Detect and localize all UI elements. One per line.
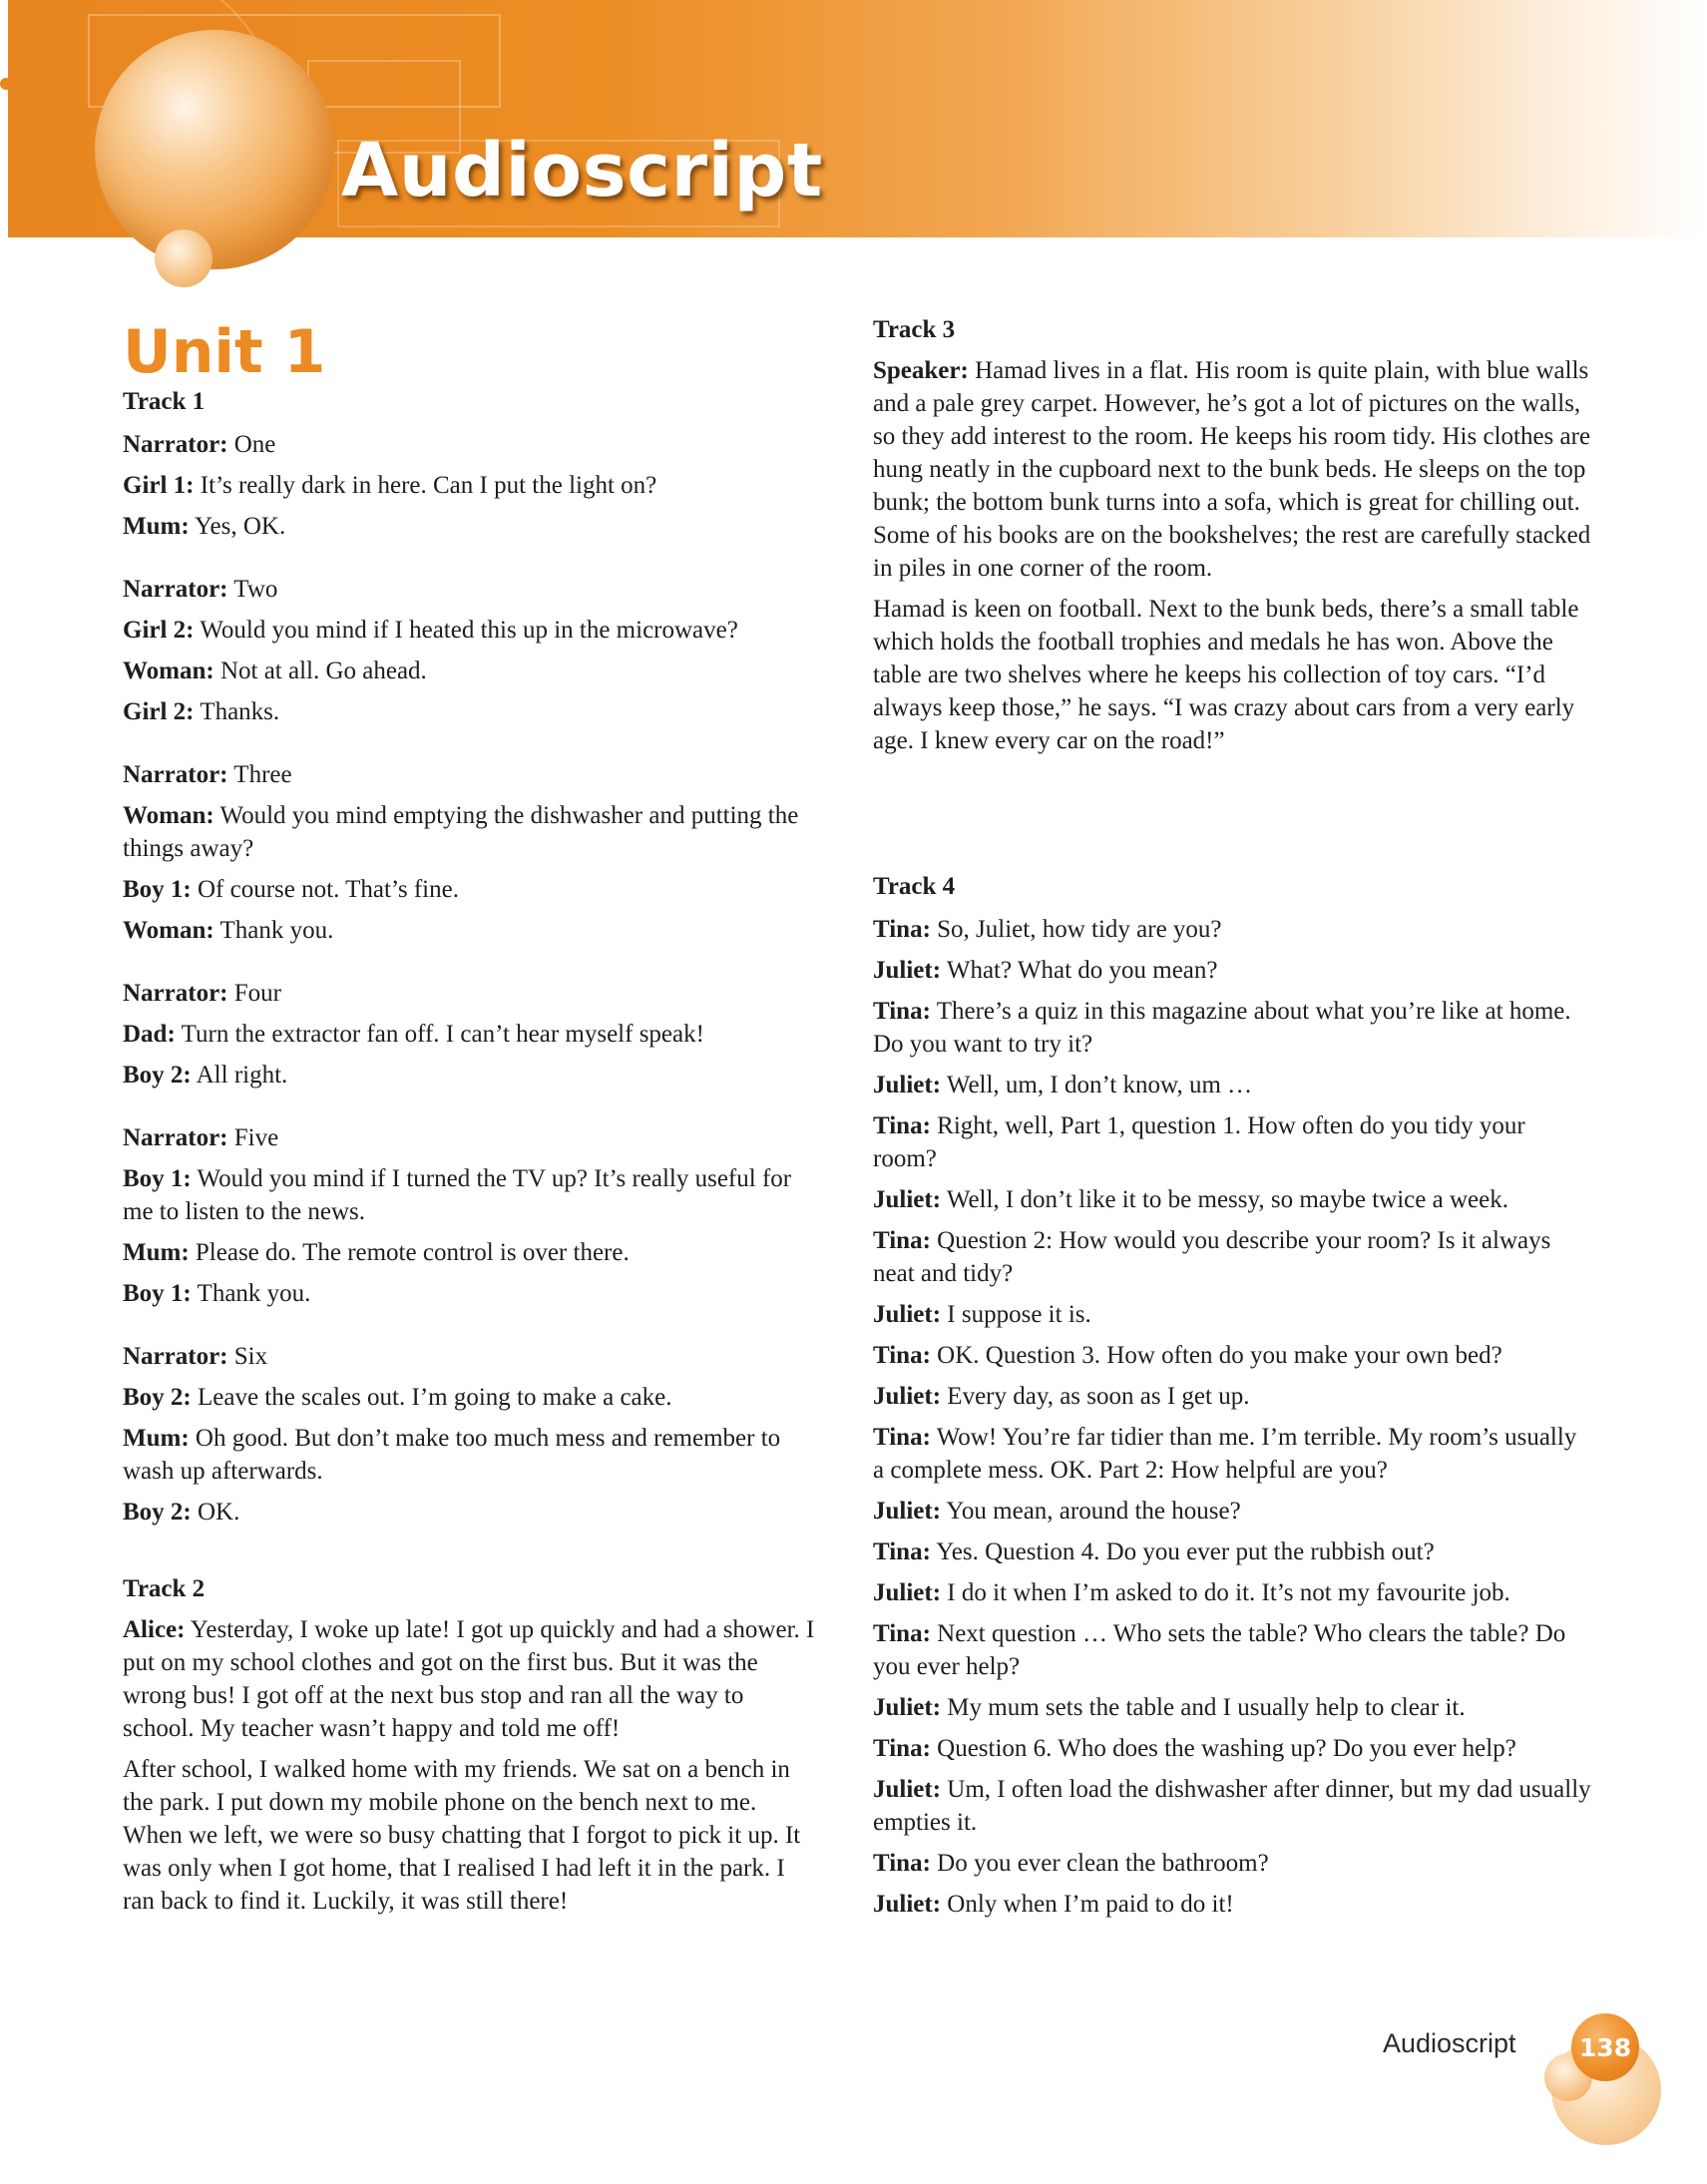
utterance: Do you ever clean the bathroom? [930, 1850, 1269, 1877]
dialogue-line [873, 1298, 1591, 1331]
dialogue-line [873, 1617, 1591, 1683]
utterance: Not at all. Go ahead. [213, 657, 427, 684]
speaker: Girl 2: [123, 698, 195, 725]
speaker: Tina: [873, 1342, 931, 1369]
utterance: OK. [191, 1499, 240, 1526]
utterance: Well, I don’t like it to be messy, so maybe twice a week. [941, 1186, 1508, 1213]
utterance: All right. [191, 1062, 288, 1089]
dialogue-line [873, 1339, 1591, 1372]
utterance: Yesterday, I woke up late! I got up quickly and had a shower. I put on my school clothes and got on the first bus. But it was the wrong bus! I got off at the next bus stop and ran all the way to school. My teacher wasn’t happy and told me off! [123, 1616, 815, 1742]
dialogue-line [123, 1277, 821, 1310]
dialogue-line [123, 655, 821, 687]
dialogue-line [873, 1069, 1591, 1101]
monologue-paragraph [123, 1613, 821, 1745]
utterance: It’s really dark in here. Can I put the light on? [194, 472, 657, 499]
utterance: Question 6. Who does the washing up? Do you ever help? [930, 1735, 1516, 1762]
speaker: Narrator: [123, 980, 228, 1007]
utterance: Thanks. [194, 698, 280, 725]
speaker: Mum: [123, 1425, 190, 1452]
speaker: Boy 1: [123, 1280, 192, 1307]
utterance: Right, well, Part 1, question 1. How often do you tidy your room? [873, 1112, 1525, 1172]
dialogue-line [123, 1121, 821, 1154]
speaker: Juliet: [873, 1383, 942, 1410]
speaker: Juliet: [873, 1776, 942, 1803]
utterance: One [227, 431, 276, 458]
speaker: Woman: [123, 657, 214, 684]
speaker: Alice: [123, 1616, 186, 1643]
utterance: Turn the extractor fan off. I can’t hear myself speak! [175, 1021, 704, 1048]
dialogue-line [123, 614, 821, 647]
speaker: Dad: [123, 1021, 176, 1048]
dialogue-line [873, 1109, 1591, 1175]
dialogue-line [123, 573, 821, 606]
utterance: I do it when I’m asked to do it. It’s not my favourite job. [941, 1579, 1510, 1606]
speaker: Narrator: [123, 1343, 228, 1370]
dialogue-line [123, 758, 821, 791]
dialogue-line [873, 1576, 1591, 1609]
decorative-bubble [95, 30, 334, 269]
track-title: Track 4 [873, 873, 956, 900]
dialogue-line [123, 469, 821, 502]
speaker: Girl 2: [123, 617, 195, 644]
utterance: Two [227, 576, 278, 603]
page-number-badge: 138 [1571, 2013, 1639, 2081]
speaker: Narrator: [123, 431, 228, 458]
speaker: Tina: [873, 1424, 931, 1451]
dialogue-line [873, 1380, 1591, 1413]
dialogue-line [873, 1535, 1591, 1568]
speaker: Tina: [873, 1227, 931, 1254]
page-title: Audioscript [341, 128, 823, 214]
speaker: Tina: [873, 916, 931, 943]
dialogue-line [123, 1018, 821, 1051]
utterance: Yes, OK. [189, 513, 286, 540]
speaker: Tina: [873, 1850, 931, 1877]
speaker: Juliet: [873, 1694, 942, 1721]
dialogue-line [873, 1732, 1591, 1765]
utterance: So, Juliet, how tidy are you? [930, 916, 1222, 943]
speaker: Speaker: [873, 357, 969, 384]
decorative-dot [0, 78, 12, 90]
speaker: Juliet: [873, 1186, 942, 1213]
track-1 [123, 385, 821, 1536]
track-3 [873, 313, 1591, 765]
utterance: Five [227, 1124, 279, 1151]
track-title: Track 2 [123, 1575, 206, 1602]
dialogue-line [873, 1691, 1591, 1724]
utterance: Of course not. That’s fine. [191, 876, 459, 903]
speaker: Tina: [873, 1735, 931, 1762]
dialogue-line [123, 914, 821, 947]
speaker: Tina: [873, 998, 931, 1025]
utterance: Wow! You’re far tidier than me. I’m terrible. My room’s usually a complete mess. OK. Part 2: How helpful are you? [873, 1424, 1577, 1484]
utterance: Would you mind emptying the dishwasher and putting the things away? [123, 802, 799, 862]
speaker: Woman: [123, 917, 214, 944]
utterance: OK. Question 3. How often do you make your own bed? [930, 1342, 1502, 1369]
utterance: I suppose it is. [941, 1301, 1091, 1328]
speaker: Juliet: [873, 1891, 942, 1918]
track-title: Track 1 [123, 388, 206, 415]
utterance: Thank you. [191, 1280, 311, 1307]
speaker: Juliet: [873, 1579, 942, 1606]
dialogue-line [123, 695, 821, 728]
dialogue-line [123, 1059, 821, 1092]
utterance: You mean, around the house? [941, 1498, 1241, 1525]
speaker: Boy 1: [123, 876, 192, 903]
dialogue-line [873, 1183, 1591, 1216]
dialogue-line [123, 1422, 821, 1488]
speaker: Boy 2: [123, 1499, 192, 1526]
dialogue-line [123, 977, 821, 1010]
unit-title: Unit 1 [123, 317, 326, 387]
utterance: Leave the scales out. I’m going to make a cake. [191, 1384, 672, 1411]
utterance: Only when I’m paid to do it! [941, 1891, 1234, 1918]
utterance: Four [227, 980, 281, 1007]
utterance: Um, I often load the dishwasher after dinner, but my dad usually empties it. [873, 1776, 1591, 1836]
utterance: Yes. Question 4. Do you ever put the rubbish out? [930, 1538, 1435, 1565]
monologue-paragraph: After school, I walked home with my friends. We sat on a bench in the park. I put down my mobile phone on the bench next to me. When we left, we were so busy chatting that I forgot to pick it up. It was only when I got home, that I realised I had left it in the park. I ran back to find it. Luckily, it was still there! [123, 1756, 801, 1915]
dialogue-line [123, 1381, 821, 1414]
utterance: Every day, as soon as I get up. [941, 1383, 1250, 1410]
dialogue-line [873, 1495, 1591, 1528]
speaker: Juliet: [873, 957, 942, 984]
utterance: Oh good. But don’t make too much mess and remember to wash up afterwards. [123, 1425, 781, 1485]
dialogue-line [123, 1162, 821, 1228]
footer-section-label: Audioscript [1383, 2028, 1516, 2058]
utterance: Question 2: How would you describe your room? Is it always neat and tidy? [873, 1227, 1551, 1287]
utterance: There’s a quiz in this magazine about what you’re like at home. Do you want to try it? [873, 998, 1571, 1058]
utterance: Well, um, I don’t know, um … [941, 1072, 1253, 1098]
dialogue-line [873, 1773, 1591, 1839]
speaker: Boy 2: [123, 1062, 192, 1089]
utterance: Thank you. [213, 917, 334, 944]
dialogue-line [123, 428, 821, 461]
dialogue-line [123, 510, 821, 543]
dialogue-line [123, 1496, 821, 1529]
dialogue-line [123, 873, 821, 906]
speaker: Narrator: [123, 576, 228, 603]
utterance: Would you mind if I heated this up in the microwave? [194, 617, 738, 644]
speaker: Mum: [123, 513, 190, 540]
dialogue-line [873, 1888, 1591, 1921]
speaker: Juliet: [873, 1301, 942, 1328]
utterance: Please do. The remote control is over there. [189, 1239, 630, 1266]
speaker: Boy 1: [123, 1165, 192, 1192]
track-2 [123, 1572, 821, 1926]
dialogue-line [873, 1421, 1591, 1487]
track-title: Track 3 [873, 316, 956, 343]
monologue-paragraph: Hamad is keen on football. Next to the bunk beds, there’s a small table which holds the football trophies and medals he has won. Above the table are two shelves where he keeps his collection of toy cars. “I’d always keep those,” he says. “I was crazy about cars from a very early age. I knew every car on the road!” [873, 596, 1579, 754]
utterance: Three [227, 761, 292, 788]
speaker: Narrator: [123, 1124, 228, 1151]
speaker: Tina: [873, 1620, 931, 1647]
dialogue-line [123, 1236, 821, 1269]
speaker: Juliet: [873, 1072, 942, 1098]
utterance: Hamad lives in a flat. His room is quite plain, with blue walls and a pale grey carpet. However, he’s got a lot of pictures on the walls, so they add interest to the room. He keeps his room tidy. His clothes are hung neatly in the cupboard next to the bunk beds. He sleeps on the top bunk; the bottom bunk turns into a sofa, which is great for chilling out. Some of his books are on the bookshelves; the rest are carefully stacked in piles in one corner of the room. [873, 357, 1591, 582]
speaker: Woman: [123, 802, 214, 829]
dialogue-line [873, 954, 1591, 987]
utterance: Would you mind if I turned the TV up? It’s really useful for me to listen to the news. [123, 1165, 792, 1225]
utterance: What? What do you mean? [941, 957, 1218, 984]
dialogue-line [123, 799, 821, 865]
speaker: Tina: [873, 1112, 931, 1139]
dialogue-line [873, 1847, 1591, 1880]
utterance: Six [227, 1343, 268, 1370]
speaker: Girl 1: [123, 472, 195, 499]
speaker: Mum: [123, 1239, 190, 1266]
speaker: Juliet: [873, 1498, 942, 1525]
speaker: Boy 2: [123, 1384, 192, 1411]
speaker: Tina: [873, 1538, 931, 1565]
decorative-bubble-small [155, 229, 213, 287]
dialogue-line [873, 995, 1591, 1061]
utterance: Next question … Who sets the table? Who clears the table? Do you ever help? [873, 1620, 1566, 1680]
utterance: My mum sets the table and I usually help to clear it. [941, 1694, 1466, 1721]
monologue-paragraph [873, 354, 1591, 585]
track-4 [873, 870, 1591, 1929]
speaker: Narrator: [123, 761, 228, 788]
dialogue-line [873, 1224, 1591, 1290]
dialogue-line [123, 1340, 821, 1373]
dialogue-line [873, 913, 1591, 946]
